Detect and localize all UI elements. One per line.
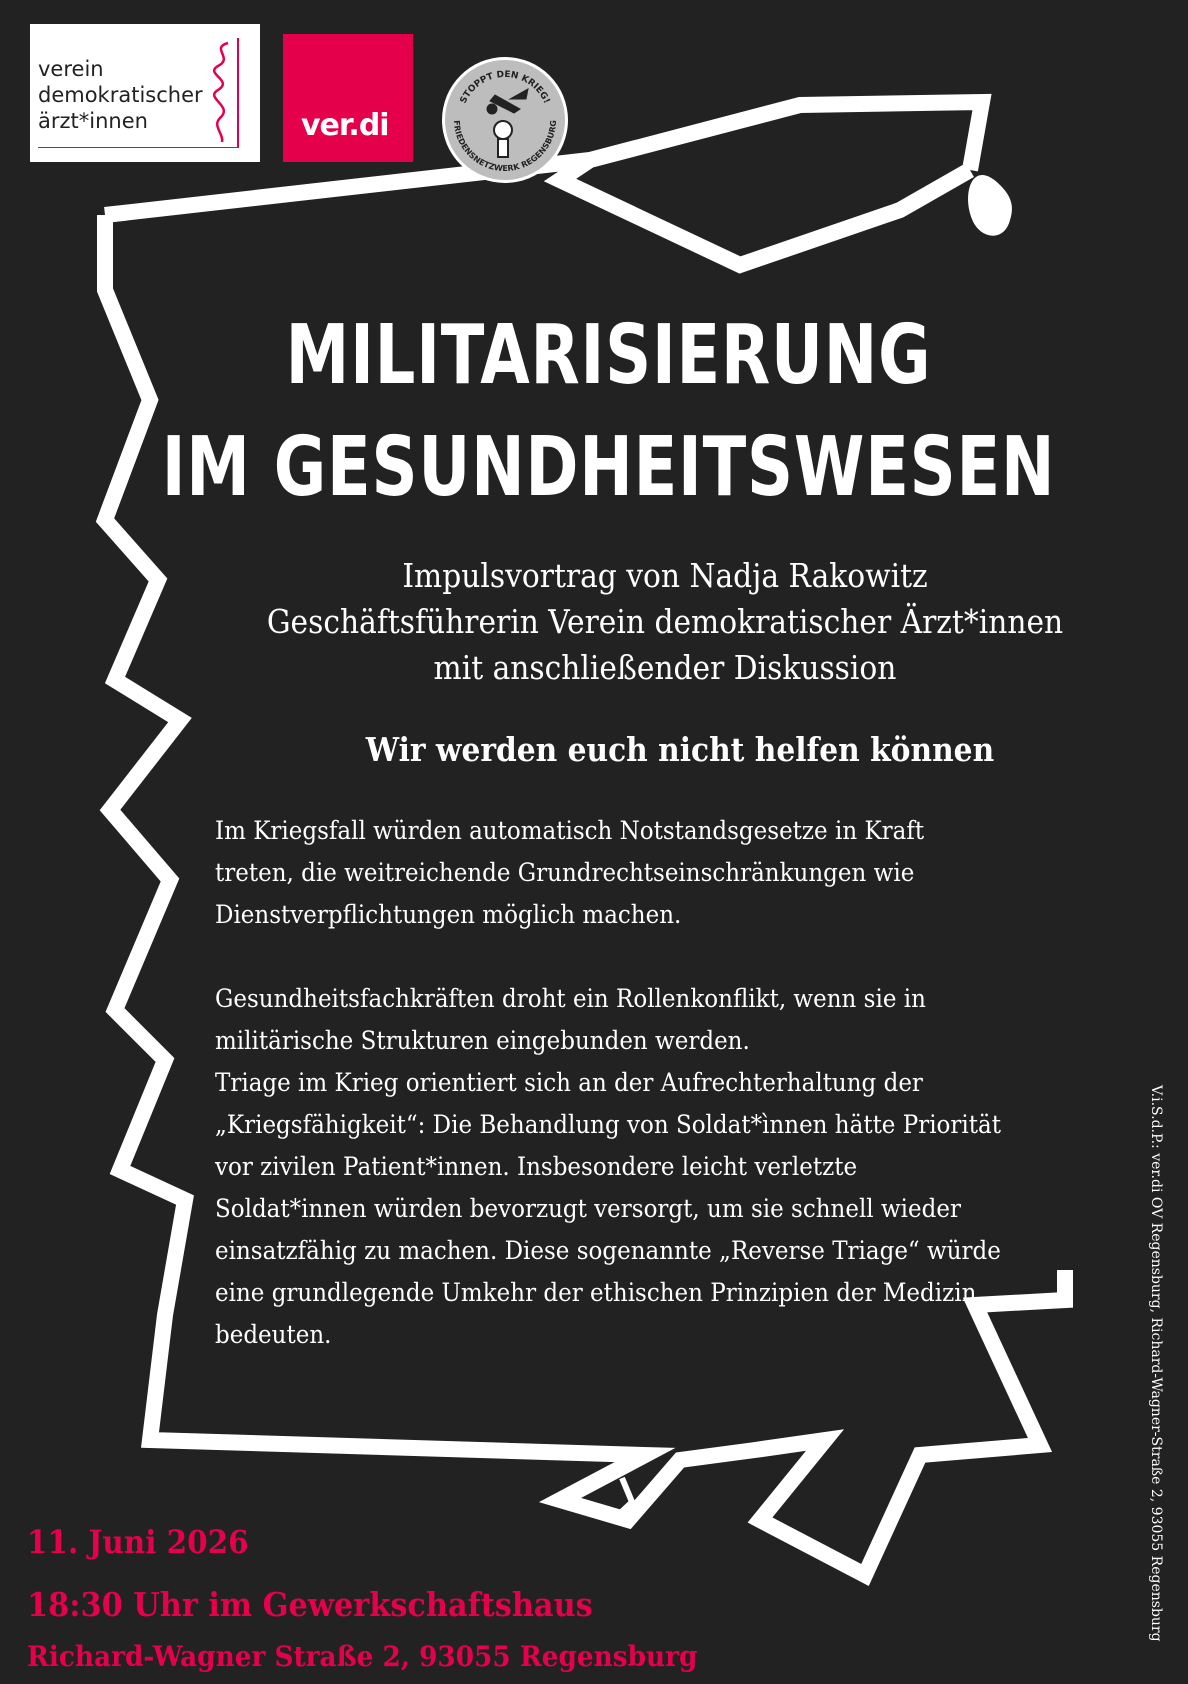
subtitle-line-2: Geschäftsführerin Verein demokratischer Ärzt*innen [266,602,1064,641]
vdae-line1: verein [38,57,104,81]
verdi-logo [283,34,413,162]
vdae-line2: demokratischer [38,83,203,107]
vdae-logo-text [38,56,203,134]
friedensnetzwerk-logo [440,55,570,185]
body-line: Gesundheitsfachkräften droht ein Rollenkonflikt, wenn sie in [215,984,926,1013]
vdae-logo [30,24,260,162]
vdae-line3: ärzt*innen [38,109,148,133]
paragraph-gap [215,936,1025,978]
body-line: Dienstverpflichtungen möglich machen. [215,900,682,929]
subtitle-line-1: Impulsvortrag von Nadja Rakowitz [402,556,928,595]
body-line: Im Kriegsfall würden automatisch Notstandsgesetze in Kraft [215,816,925,845]
verdi-logo-text: ver.di [301,108,389,143]
title-line-1: MILITARISIERUNG [285,308,932,403]
body-line: Soldat*innen würden bevorzugt versorgt, um sie schnell wieder [215,1194,961,1223]
body-line: Triage im Krieg orientiert sich an der Aufrechterhaltung der [215,1068,923,1097]
body-line: „Kriegsfähigkeit“: Die Behandlung von Soldat*ìnnen hätte Priorität [215,1110,1001,1139]
body-line: einsatzfähig zu machen. Diese sogenannte „Reverse Triage“ würde [215,1236,1001,1265]
title-line-2: IM GESUNDHEITSWESEN [161,420,1056,515]
event-date: 11. Juni 2026 [27,1523,249,1561]
poster-title [145,300,1072,524]
subtitle [188,553,1142,691]
body-line: vor zivilen Patient*innen. Insbesondere leicht verletzte [215,1152,858,1181]
event-address: Richard-Wagner Straße 2, 93055 Regensburg [27,1640,698,1673]
body-line: militärische Strukturen eingebunden werden. [215,1026,750,1055]
body-line: treten, die weitreichende Grundrechtseinschränkungen wie [215,858,915,887]
imprint-vertical: V.i.S.d.P.: ver.di OV Regensburg, Richard-Wagner-Straße 2, 93055 Regensburg [1148,1085,1164,1642]
friedensnetzwerk-top-text: STOPPT DEN KRIEG! [458,69,552,106]
subtitle-line-3: mit anschließender Diskussion [433,648,897,687]
friedensnetzwerk-ring-text: FRIEDENSNETZWERK REGENSBURG [451,119,559,174]
body-line: bedeuten. [215,1320,332,1349]
event-time-place: 18:30 Uhr im Gewerkschaftshaus [27,1585,593,1624]
section-heading: Wir werden euch nicht helfen können [365,730,995,769]
body-text [215,810,1025,1356]
body-line: eine grundlegende Umkehr der ethischen Prinzipien der Medizin [215,1278,977,1307]
